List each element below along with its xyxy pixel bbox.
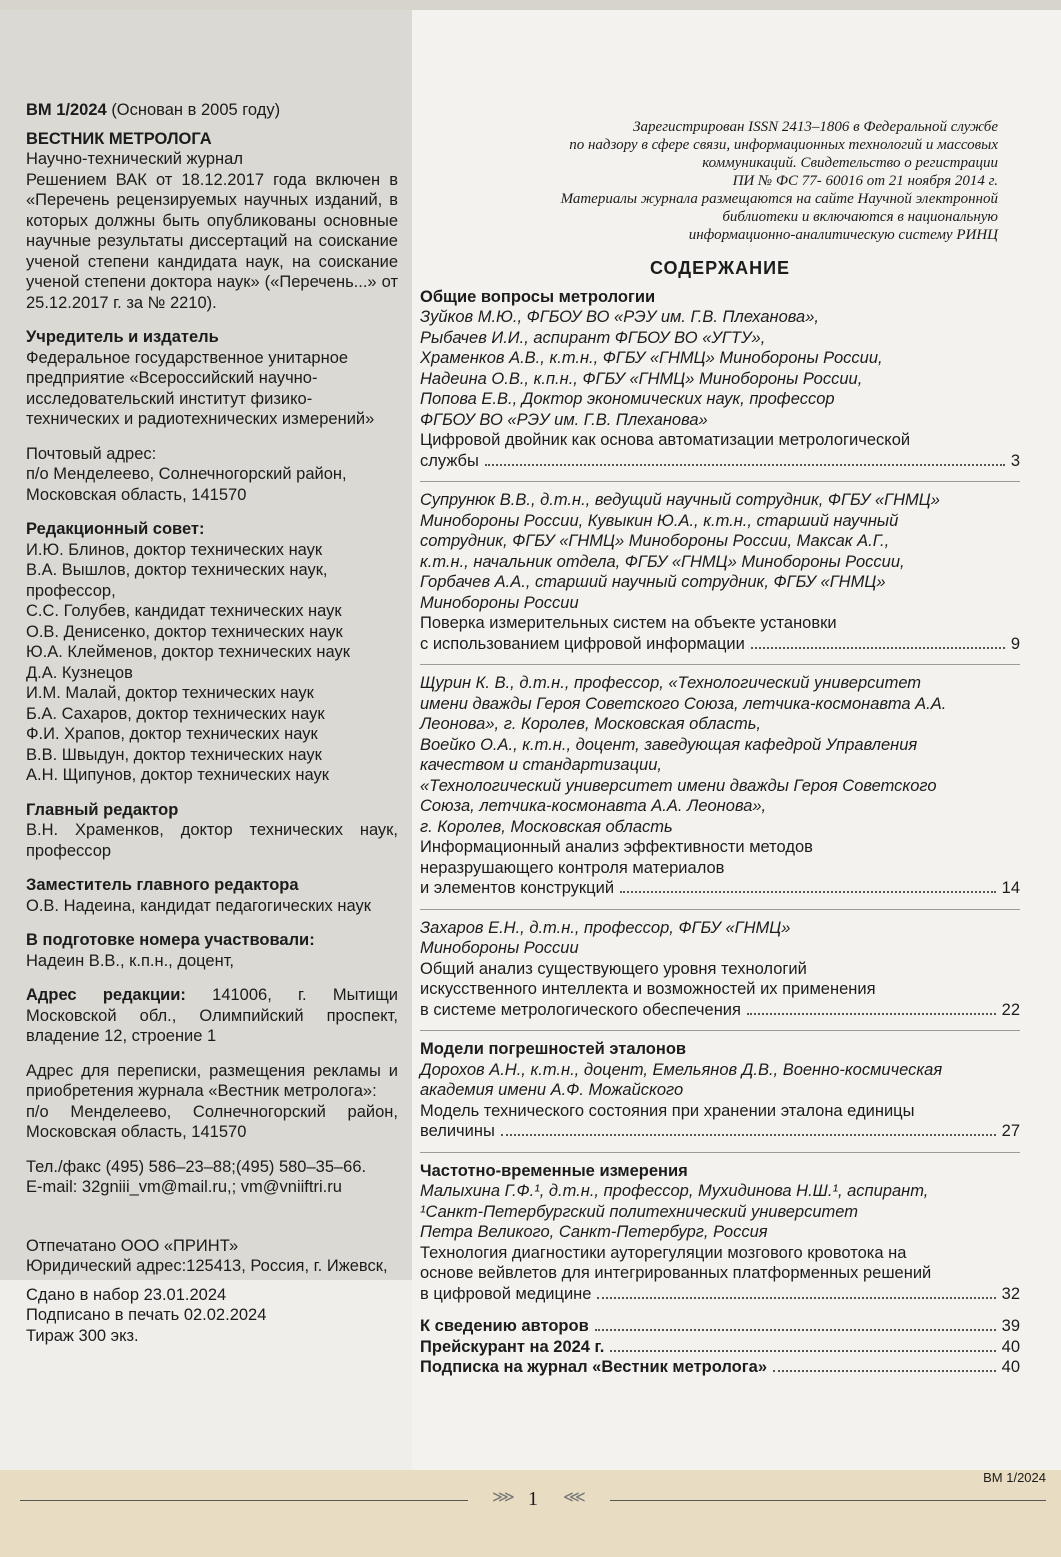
entry-title: Технология диагностики ауторегуляции мозгового кровотока на [420, 1243, 907, 1262]
entry-author: Горбачев А.А., старший научный сотрудник, ФГБУ «ГНМЦ» [420, 573, 886, 591]
entry-author: Щурин К. В., д.т.н., профессор, «Технологический университет [420, 674, 922, 692]
signed-to-print: Подписано в печать 02.02.2024 [26, 1306, 267, 1324]
divider [420, 664, 1020, 665]
founder-text: Федеральное государственное унитарное предприятие «Всероссийский научно-исследовательский институт физико-технических и радиотехнических измерений» [26, 348, 375, 428]
final-entry-title: Прейскурант на 2024 г. [420, 1337, 605, 1356]
entry-author: ¹Санкт-Петербургский политехнический университет [420, 1202, 858, 1221]
editorial-heading: Адрес редакции: [26, 986, 186, 1004]
correspondence-address: п/о Менделеево, Солнечногорский район, Московская область, 141570 [26, 1102, 398, 1141]
entry-author: Надеина О.В., к.п.н., ФГБУ «ГНМЦ» Минобороны России, [420, 369, 863, 388]
page-number: 39 [1001, 1317, 1020, 1335]
entry-leader [420, 634, 1020, 655]
registration-line: по надзору в сфере связи, информационных технологий и массовых [569, 137, 998, 153]
top-strip [0, 0, 1061, 10]
divider [420, 909, 1020, 910]
registration-line: Зарегистрирован ISSN 2413–1806 в Федеральной службе [633, 119, 998, 135]
entry-author: качеством и стандартизации, [420, 756, 662, 774]
entry-leader [420, 1284, 1020, 1305]
registration-line: ПИ № ФС 77- 60016 от 21 ноября 2014 г. [732, 173, 998, 189]
entry-title: Общий анализ существующего уровня технологий [420, 959, 807, 978]
page-number: 27 [1001, 1122, 1020, 1140]
entry-author: Малыхина Г.Ф.¹, д.т.н., профессор, Мухидинова Н.Ш.¹, аспирант, [420, 1182, 929, 1200]
entry-author: сотрудник, ФГБУ «ГНМЦ» Минобороны России, Максак А.Г., [420, 532, 890, 550]
issue-code: ВМ 1/2024 [983, 1470, 1046, 1485]
entry-title: Информационный анализ эффективности методов [420, 838, 813, 856]
toc-entry [420, 918, 1020, 1021]
chief-heading: Главный редактор [26, 800, 179, 819]
entry-author: Союза, летчика-космонавта А.А. Леонова», [420, 797, 767, 815]
dot-leader [610, 1350, 995, 1352]
page-number: 3 [1010, 451, 1020, 470]
page-number: 9 [1010, 634, 1020, 653]
board-member: В.В. Швыдун, доктор технических наук [26, 745, 322, 764]
entry-author: Минобороны России [420, 593, 579, 612]
page-number: 32 [1001, 1284, 1020, 1303]
correspondence-text: Адрес для переписки, размещения рекламы и приобретения журнала «Вестник метролога»: [26, 1061, 398, 1100]
entry-leader [420, 1316, 1020, 1337]
page-number: 40 [1001, 1358, 1020, 1376]
entry-title-last: величины [420, 1122, 495, 1140]
entry-leader [420, 1337, 1020, 1358]
sent-to-set: Сдано в набор 23.01.2024 [26, 1285, 227, 1304]
page-footer [0, 1470, 1061, 1557]
deputy-text: О.В. Надеина, кандидат педагогических наук [26, 896, 371, 915]
entry-author: Храменков А.В., к.т.н., ФГБУ «ГНМЦ» Минобороны России, [420, 349, 883, 367]
dot-leader [773, 1370, 996, 1372]
imprint-column [26, 100, 398, 1346]
dot-leader [485, 464, 1005, 466]
toc-entry [420, 1060, 1020, 1142]
journal-title: ВЕСТНИК МЕТРОЛОГА [26, 129, 212, 148]
board-member: И.М. Малай, доктор технических наук [26, 684, 314, 702]
entry-leader [420, 1357, 1020, 1378]
entry-author: Захаров Е.Н., д.т.н., профессор, ФГБУ «ГНМЦ» [420, 918, 791, 937]
board-member: Д.А. Кузнецов [26, 663, 133, 682]
entry-author: академия имени А.Ф. Можайского [420, 1081, 684, 1099]
entry-author: Петра Великого, Санкт-Петербург, Россия [420, 1223, 768, 1241]
phone-fax: Тел./факс (495) 586–23–88;(495) 580–35–66. [26, 1157, 367, 1176]
section-heading: Общие вопросы метрологии [420, 287, 656, 306]
dot-leader [751, 647, 1005, 649]
ornament-icon: ⋙ [492, 1489, 515, 1506]
entry-leader [420, 1121, 1020, 1142]
entry-title: искусственного интеллекта и возможностей их применения [420, 980, 876, 998]
section-heading: Частотно-временные измерения [420, 1161, 688, 1180]
ornament-icon: ⋘ [563, 1489, 586, 1506]
postal-label: Почтовый адрес: [26, 444, 157, 463]
entry-author: Леонова», г. Королев, Московская область, [420, 715, 761, 733]
legal-address: Юридический адрес:125413, Россия, г. Ижевск, [26, 1257, 388, 1275]
final-entry-title: К сведению авторов [420, 1317, 589, 1335]
prep-text: Надеин В.В., к.п.н., доцент, [26, 951, 235, 970]
entry-author: Супрунюк В.В., д.т.н., ведущий научный сотрудник, ФГБУ «ГНМЦ» [420, 491, 940, 509]
entry-author: Дорохов А.Н., к.т.н., доцент, Емельянов Д.В., Военно-космическая [420, 1060, 943, 1079]
registration-line: коммуникаций. Свидетельство о регистрации [702, 155, 998, 171]
circulation: Тираж 300 экз. [26, 1326, 139, 1345]
toc-entry [420, 307, 1020, 471]
dot-leader [595, 1329, 996, 1331]
deputy-heading: Заместитель главного редактора [26, 876, 299, 894]
founded-note: (Основан в 2005 году) [111, 101, 281, 119]
entry-title-last: в цифровой медицине [420, 1284, 592, 1303]
toc-entry [420, 673, 1020, 899]
entry-author: имени дважды Героя Советского Союза, летчика-космонавта А.А. [420, 694, 947, 713]
chief-text: В.Н. Храменков, доктор технических наук, профессор [26, 821, 398, 860]
entry-author: Воейко О.А., к.т.н., доцент, заведующая кафедрой Управления [420, 735, 918, 754]
dot-leader [597, 1297, 995, 1299]
entry-title: Цифровой двойник как основа автоматизации метрологической [420, 431, 911, 449]
dot-leader [620, 891, 996, 893]
board-member: С.С. Голубев, кандидат технических наук [26, 602, 342, 620]
entry-leader [420, 1000, 1020, 1021]
dot-leader [501, 1134, 996, 1136]
entry-author: г. Королев, Московская область [420, 817, 673, 836]
entry-leader [420, 451, 1020, 472]
entry-author: Минобороны России [420, 939, 579, 957]
entry-author: Рыбачев И.И., аспирант ФГБОУ ВО «УГТУ», [420, 328, 766, 347]
entry-author: Зуйков М.Ю., ФГБОУ ВО «РЭУ им. Г.В. Плеханова», [420, 308, 819, 326]
contents-column [420, 118, 1020, 1378]
divider [420, 1152, 1020, 1153]
vak-text: Решением ВАК от 18.12.2017 года включен в «Перечень рецензируемых научных изданий, в которых должны быть опубликованы основные научные результаты диссертаций на соискание ученой степени кандидата наук, на соискание ученой степени доктора наук» («Перечень...» от 25.12.2017 г. за № 2210). [26, 170, 398, 312]
entry-title: Поверка измерительных систем на объекте установки [420, 614, 837, 632]
registration-line: библиотеки и включаются в национальную [722, 209, 998, 225]
entry-author: ФГБОУ ВО «РЭУ им. Г.В. Плеханова» [420, 410, 708, 429]
board-member: О.В. Денисенко, доктор технических наук [26, 622, 343, 641]
editorial-address [26, 985, 398, 1047]
board-member: В.А. Вышлов, доктор технических наук, профессор, [26, 561, 328, 600]
divider [420, 1030, 1020, 1031]
page-number-footer: 1 [528, 1488, 538, 1510]
issue-number: ВМ 1/2024 [26, 101, 107, 119]
entry-author: «Технологический университет имени дважды Героя Советского [420, 776, 937, 795]
entry-author: Попова Е.В., Доктор экономических наук, профессор [420, 390, 835, 408]
toc-title: СОДЕРЖАНИЕ [649, 258, 791, 278]
founder-heading: Учредитель и издатель [26, 328, 219, 346]
email-line: E-mail: 32gniii_vm@mail.ru,; vm@vniiftri.ru [26, 1178, 342, 1196]
entry-leader [420, 878, 1020, 899]
entry-title-last: с использованием цифровой информации [420, 634, 745, 653]
issue-line [26, 100, 398, 121]
entry-author: Минобороны России, Кувыкин Ю.А., к.т.н., старший научный [420, 511, 899, 530]
final-entries [420, 1316, 1020, 1378]
board-list [26, 540, 398, 786]
printed-by: Отпечатано ООО «ПРИНТ» [26, 1236, 239, 1255]
divider [420, 481, 1020, 482]
registration-line: информационно-аналитическую систему РИНЦ [688, 227, 998, 243]
section-heading: Модели погрешностей эталонов [420, 1040, 687, 1058]
footer-rule-left [20, 1500, 468, 1501]
page-number: 40 [1001, 1337, 1020, 1356]
registration-block [420, 118, 1020, 244]
entry-title: основе вейвлетов для интегрированных платформенных решений [420, 1264, 932, 1282]
entry-title: Модель технического состояния при хранении эталона единицы [420, 1101, 915, 1120]
page-number: 22 [1001, 1000, 1020, 1019]
board-member: Б.А. Сахаров, доктор технических наук [26, 704, 325, 723]
prep-heading: В подготовке номера участвовали: [26, 931, 315, 949]
board-member: И.Ю. Блинов, доктор технических наук [26, 540, 323, 559]
entry-title: неразрушающего контроля материалов [420, 858, 725, 877]
entry-title-last: в системе метрологического обеспечения [420, 1000, 741, 1019]
entry-title-last: службы [420, 451, 479, 470]
board-member: А.Н. Щипунов, доктор технических наук [26, 766, 329, 784]
dot-leader [747, 1013, 996, 1015]
toc-entry [420, 490, 1020, 654]
footer-rule-right [610, 1500, 1046, 1501]
registration-line: Материалы журнала размещаются на сайте Научной электронной [560, 191, 998, 207]
final-entry-title: Подписка на журнал «Вестник метролога» [420, 1358, 767, 1376]
entry-title-last: и элементов конструкций [420, 879, 615, 897]
postal-text: п/о Менделеево, Солнечногорский район, Московская область, 141570 [26, 465, 347, 504]
entry-author: к.т.н., начальник отдела, ФГБУ «ГНМЦ» Минобороны России, [420, 552, 905, 571]
journal-type: Научно-технический журнал [26, 150, 243, 168]
editorial-text: 141006, г. Мытищи Московской обл., Олимпийский проспект, владение 12, строение 1 [26, 986, 398, 1045]
board-member: Ф.И. Храпов, доктор технических наук [26, 725, 318, 743]
page-number: 14 [1001, 879, 1020, 897]
board-member: Ю.А. Клейменов, доктор технических наук [26, 643, 350, 661]
board-heading: Редакционный совет: [26, 520, 205, 538]
toc-entry [420, 1181, 1020, 1304]
